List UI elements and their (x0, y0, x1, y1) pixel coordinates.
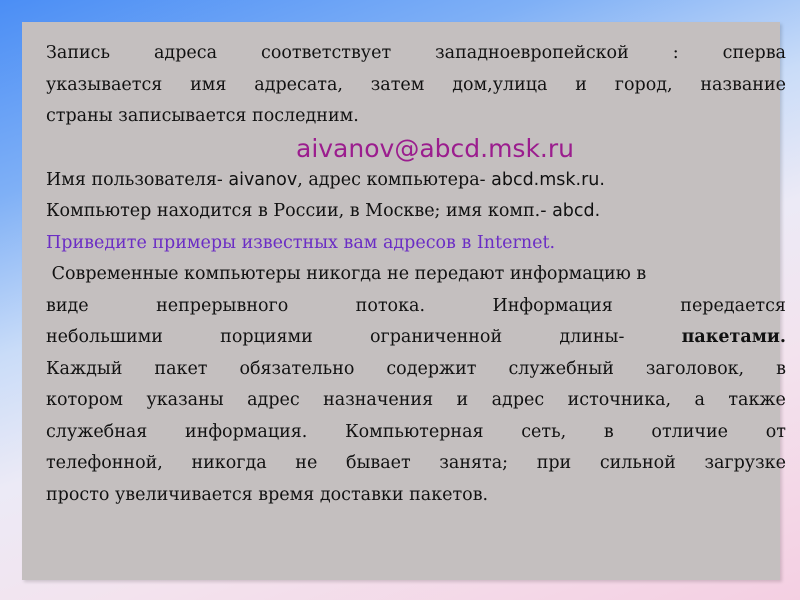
word: сеть, (521, 421, 567, 442)
p1-line2 (46, 70, 786, 102)
word: пакет (154, 358, 208, 379)
word: адресата, (254, 74, 343, 95)
word: и (575, 74, 587, 95)
word: загрузке (704, 453, 786, 473)
keyword-packets: пакетами. (681, 327, 786, 347)
p2-line2 (46, 291, 786, 323)
word: в (603, 421, 614, 442)
word: адрес (247, 390, 300, 410)
p2-line4 (46, 354, 786, 386)
word: небольшими (46, 327, 163, 347)
word: котором (46, 390, 124, 410)
info-line1 (46, 165, 786, 197)
prompt-word: Internet. (476, 232, 556, 253)
word: и (456, 390, 469, 410)
word: служебная (46, 421, 148, 442)
word: указаны (146, 390, 224, 410)
word: непрерывного (156, 295, 289, 316)
email-address: aivanov@abcd.msk.ru (296, 133, 574, 163)
p2-line8: просто увеличивается время доставки пакетов. (46, 484, 489, 505)
word: от (765, 421, 786, 442)
word: Запись (46, 43, 110, 63)
word: обязательно (239, 358, 355, 379)
word: сильной (599, 453, 676, 473)
word: Компьютерная (345, 421, 484, 442)
word: в (776, 358, 786, 379)
word: служебный (508, 358, 614, 379)
word: при (536, 453, 572, 473)
word: затем (370, 74, 425, 95)
word: телефонной, (46, 453, 163, 473)
prompt-line (46, 228, 786, 260)
word: передается (680, 295, 786, 316)
location-text: Компьютер находится в России, в Москве; имя комп. (46, 201, 541, 221)
user-label: Имя пользователя- (46, 169, 229, 190)
slide-content (46, 38, 786, 511)
word: адреса (154, 43, 218, 63)
username: aivanov (228, 169, 298, 190)
word: ограниченной (370, 327, 503, 347)
p2-line5 (46, 385, 786, 417)
word: длины- (559, 327, 625, 347)
p2-line7 (46, 448, 786, 480)
p2-line6 (46, 417, 786, 449)
word: не (295, 453, 318, 473)
word: занята; (439, 453, 509, 473)
word: адрес (491, 390, 545, 410)
word: соответствует (261, 43, 392, 63)
word: западноевропейской (435, 43, 629, 63)
p1-line3: страны записывается последним. (46, 106, 359, 126)
word: указывается (46, 74, 163, 95)
word: отличие (651, 421, 729, 442)
word: дом,улица (452, 74, 548, 95)
prompt-text: Приведите примеры известных вам адресов в (46, 232, 477, 253)
word: заголовок, (645, 358, 745, 379)
info-line2 (46, 196, 786, 228)
word: никогда (191, 453, 267, 473)
word: порциями (220, 327, 313, 347)
word: назначения (323, 390, 434, 410)
p2-line3 (46, 322, 786, 354)
word: Каждый (46, 358, 123, 379)
p1-line1 (46, 38, 786, 70)
word: название (700, 74, 786, 95)
host-label: , адрес компьютера- (297, 169, 492, 190)
word: бывает (345, 453, 411, 473)
word: : (672, 43, 679, 63)
word: виде (46, 295, 89, 316)
computer-name: - abcd. (540, 201, 601, 221)
word: Информация (492, 295, 613, 316)
word: имя (190, 74, 227, 95)
host-address: abcd.msk.ru. (491, 169, 605, 190)
word: также (728, 390, 786, 410)
word: а (694, 390, 705, 410)
word: содержит (386, 358, 477, 379)
word: источника, (567, 390, 672, 410)
word: сперва (722, 43, 786, 63)
word: информация. (185, 421, 308, 442)
word: потока. (355, 295, 426, 316)
p2-line1: Современные компьютеры никогда не передают информацию в (46, 264, 647, 284)
word: город, (614, 74, 673, 95)
